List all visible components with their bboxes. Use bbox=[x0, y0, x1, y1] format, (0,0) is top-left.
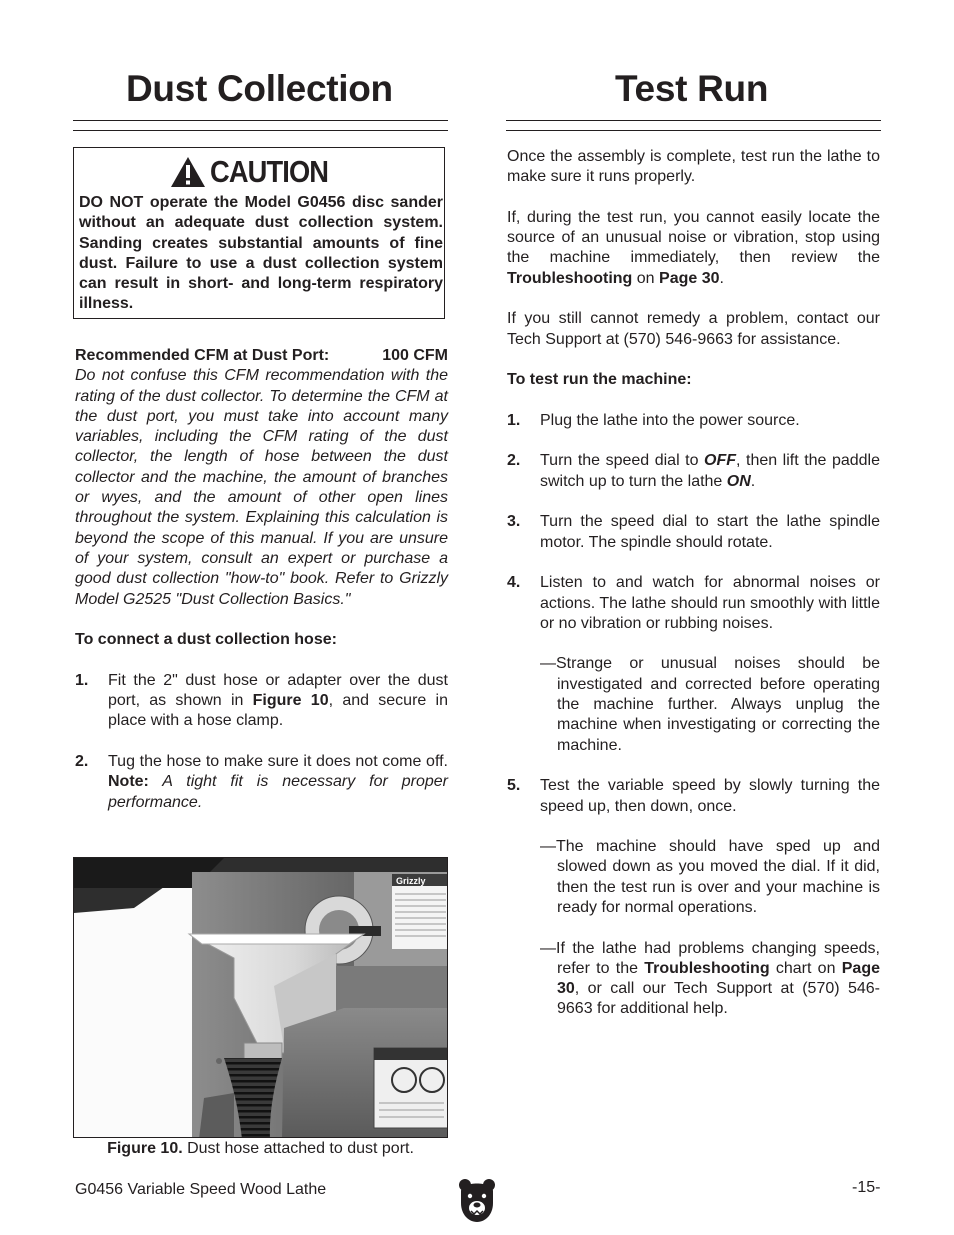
cfm-recommendation bbox=[75, 346, 448, 366]
step-5-note-1: —The machine should have sped up and slowed down as you moved the dial. If it did, then the test run is over and your machine is ready for normal operations. bbox=[540, 838, 880, 916]
caution-header bbox=[170, 154, 344, 190]
left-body bbox=[75, 346, 448, 813]
figure-caption-text: Dust hose attached to dust port. bbox=[182, 1140, 414, 1157]
caution-label: CAUTION bbox=[210, 154, 329, 189]
note-label: Note: bbox=[108, 773, 149, 791]
test-step-2: 2. Turn the speed dial to OFF, then lift the paddle switch up to turn the lathe ON. bbox=[507, 452, 881, 490]
heading-rule-left-lower bbox=[73, 130, 448, 131]
bear-logo-icon bbox=[457, 1177, 497, 1223]
dust-collection-heading: Dust Collection bbox=[126, 68, 393, 109]
step-number: 2. bbox=[75, 752, 89, 770]
step-4-note: —Strange or unusual noises should be investigated and corrected before operating the machine further. Always unplug the machine when investigating or correcting the machine. bbox=[540, 655, 880, 754]
test-step-5: 5. Test the variable speed by slowly turning the speed up, then down, once. bbox=[507, 777, 880, 815]
step-5-note-2: —If the lathe had problems changing speeds, refer to the Troubleshooting chart on Page 30, or call our Tech Support at (570) 546-9663 for additional help. bbox=[540, 939, 880, 1018]
support-paragraph: If you still cannot remedy a problem, contact our Tech Support at (570) 546-9663 for assistance. bbox=[507, 310, 880, 348]
dust-port-photo-illustration bbox=[74, 858, 448, 1138]
cfm-value: 100 CFM bbox=[382, 347, 448, 364]
test-step-1: 1. Plug the lathe into the power source. bbox=[507, 411, 880, 431]
heading-rule-left bbox=[73, 120, 448, 121]
step-number: 3. bbox=[507, 513, 521, 531]
caution-box bbox=[73, 147, 445, 319]
test-step-3: 3. Turn the speed dial to start the lathe spindle motor. The spindle should rotate. bbox=[507, 513, 880, 551]
warning-triangle-icon bbox=[170, 156, 206, 188]
figure-10-photo bbox=[73, 857, 448, 1138]
troubleshoot-paragraph: If, during the test run, you cannot easily locate the source of an unusual noise or vibration, stop using the machine immediately, then review the Troubleshooting on Page 30. bbox=[507, 208, 880, 287]
off-keyword: OFF bbox=[704, 452, 737, 470]
figure-10-caption bbox=[73, 1140, 448, 1158]
step-number: 4. bbox=[507, 574, 521, 592]
page-number: -15- bbox=[852, 1179, 881, 1196]
step-number: 2. bbox=[507, 452, 521, 470]
cfm-label: Recommended CFM at Dust Port: bbox=[75, 347, 330, 364]
brand-label: Grizzly bbox=[396, 876, 426, 886]
intro-paragraph: Once the assembly is complete, test run the lathe to make sure it runs properly. bbox=[507, 148, 880, 186]
footer-model-name: G0456 Variable Speed Wood Lathe bbox=[75, 1181, 327, 1198]
page-ref: Page 30 bbox=[659, 269, 720, 287]
page-ref: Page 30 bbox=[557, 959, 880, 998]
figure-reference: Figure 10 bbox=[252, 692, 329, 710]
step-number: 5. bbox=[507, 777, 521, 795]
troubleshooting-ref: Troubleshooting bbox=[507, 269, 633, 287]
right-body bbox=[507, 147, 880, 1020]
heading-rule-right bbox=[506, 120, 881, 121]
connect-step-1: 1. Fit the 2" dust hose or adapter over the dust port, as shown in Figure 10, and secure in place with a hose clamp. bbox=[75, 671, 448, 730]
step-number: 1. bbox=[75, 671, 89, 689]
caution-message: DO NOT operate the Model G0456 disc sander without an adequate dust collection system. Sanding creates substantial amounts of fine dust. Failure to use a dust collection system can result in short- and long-term respiratory illness. bbox=[79, 194, 443, 313]
connect-hose-title: To connect a dust collection hose: bbox=[75, 631, 337, 649]
cfm-note: Do not confuse this CFM recommendation with the rating of the dust collector. To determine the CFM at the dust port, you must take into account many variables, including the CFM rating of the dust collector, the length of hose between the dust collector and the machine, the amount of branches or wyes, and the amount of other open lines throughout the system. Explaining this calculation is beyond the scope of this manual. If you are unsure of your system, consult an expert or purchase a good dust collection "how-to" book. Refer to Grizzly Model G2525 "Dust Collection Basics." bbox=[75, 367, 448, 608]
test-step-4: 4. Listen to and watch for abnormal noises or actions. The lathe should run smoothly with little or no vibration or rubbing noises. bbox=[507, 574, 880, 632]
on-keyword: ON bbox=[726, 472, 751, 490]
connect-step-2: 2. Tug the hose to make sure it does not come off. Note: A tight fit is necessary for proper performance. bbox=[75, 752, 448, 811]
test-run-title: To test run the machine: bbox=[507, 371, 692, 389]
figure-label: Figure 10. bbox=[107, 1140, 183, 1157]
heading-rule-right-lower bbox=[506, 130, 881, 131]
troubleshooting-ref: Troubleshooting bbox=[644, 959, 770, 977]
step-number: 1. bbox=[507, 411, 521, 429]
test-run-heading: Test Run bbox=[615, 68, 769, 109]
